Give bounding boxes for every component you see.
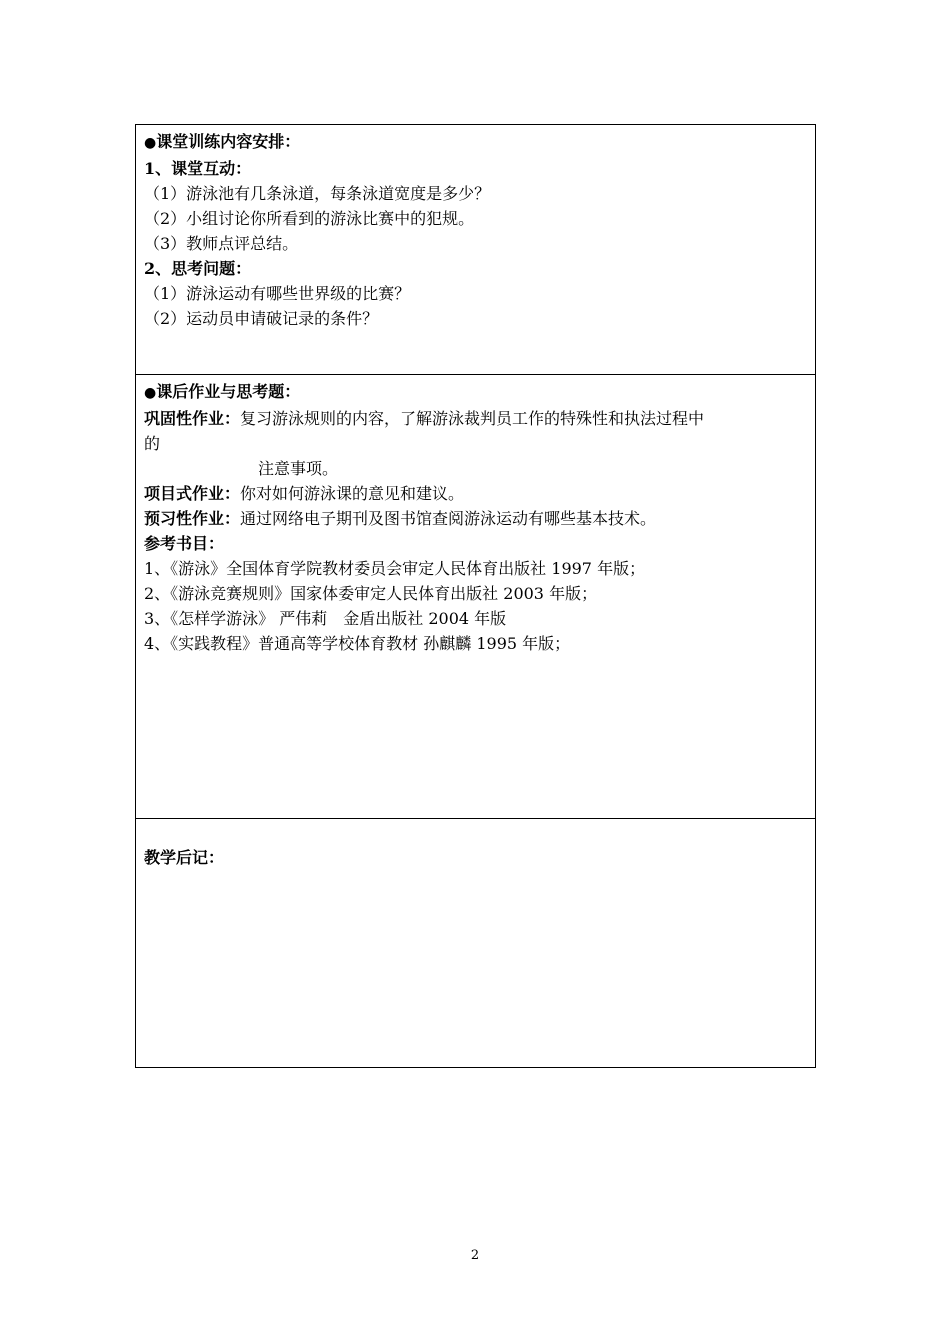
- preview-homework: [144, 506, 807, 531]
- consolidation-text: 复习游泳规则的内容，了解游泳裁判员工作的特殊性和执法过程中: [240, 409, 705, 428]
- consolidation-wrap: 的: [144, 434, 161, 453]
- list-item: （3）教师点评总结。: [144, 234, 299, 253]
- reference-item: 1、《游泳》全国体育学院教材委员会审定人民体育出版社 1997 年版；: [144, 559, 646, 578]
- preview-text: 通过网络电子期刊及图书馆查阅游泳运动有哪些基本技术。: [240, 509, 657, 528]
- homework-heading: ●课后作业与思考题：: [144, 382, 301, 401]
- preview-label: 预习性作业：: [144, 509, 241, 528]
- list-item: （1）游泳池有几条泳道，每条泳道宽度是多少？: [144, 184, 491, 203]
- consolidation-label: 巩固性作业：: [144, 409, 241, 428]
- reference-item: 2、《游泳竞赛规则》国家体委审定人民体育出版社 2003 年版；: [144, 584, 598, 603]
- classroom-heading: ●课堂训练内容安排：: [144, 132, 301, 151]
- teaching-notes-cell: [136, 819, 815, 1067]
- list-item: （2）运动员申请破记录的条件？: [144, 309, 379, 328]
- list-item: （2）小组讨论你所看到的游泳比赛中的犯规。: [144, 209, 475, 228]
- project-label: 项目式作业：: [144, 484, 241, 503]
- bullet-icon: ●: [144, 135, 157, 151]
- project-text: 你对如何游泳课的意见和建议。: [240, 484, 465, 503]
- interaction-subheading: 1、课堂互动：: [144, 159, 252, 178]
- project-homework: [144, 481, 807, 506]
- reference-item: 4、《实践教程》普通高等学校体育教材 孙麒麟 1995 年版；: [144, 634, 571, 653]
- questions-subheading: 2、思考问题：: [144, 259, 252, 278]
- teaching-notes-heading: 教学后记：: [144, 848, 225, 867]
- lesson-plan-table: [135, 124, 816, 1068]
- references-heading: 参考书目：: [144, 534, 225, 553]
- consolidation-continuation: 注意事项。: [258, 459, 339, 478]
- reference-item: 3、《怎样学游泳》 严伟莉 金盾出版社 2004 年版: [144, 609, 507, 628]
- bullet-icon: ●: [144, 385, 157, 401]
- list-item: （1）游泳运动有哪些世界级的比赛？: [144, 284, 411, 303]
- page-number: 2: [470, 1248, 480, 1263]
- consolidation-homework: [144, 406, 807, 431]
- classroom-training-cell: [136, 125, 815, 375]
- homework-cell: [136, 375, 815, 819]
